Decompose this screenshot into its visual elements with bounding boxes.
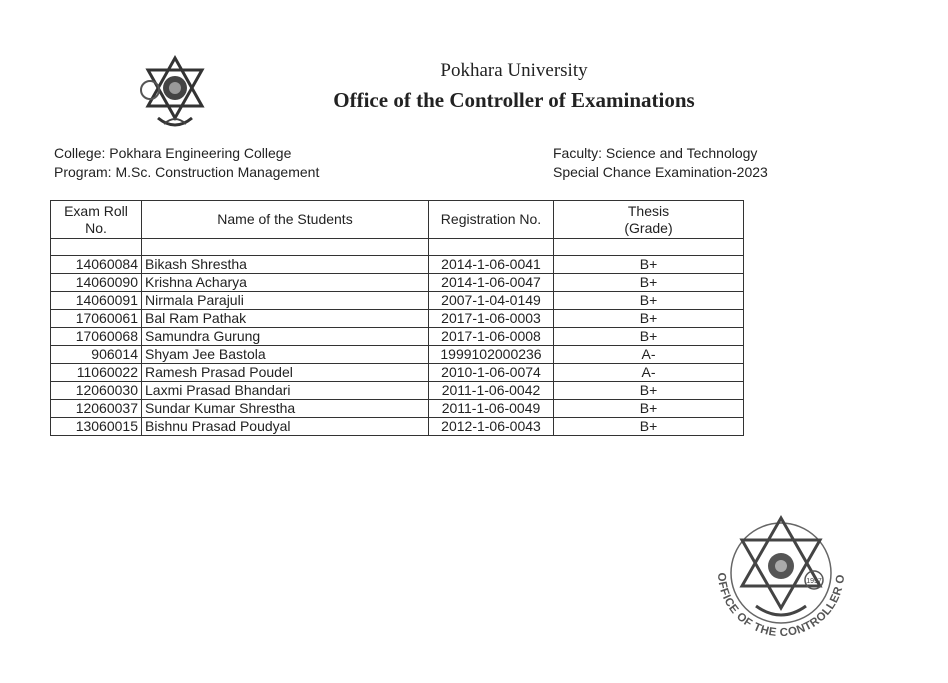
header-exam-roll-line2: No. [85, 219, 107, 236]
college-label: College: Pokhara Engineering College [54, 145, 292, 161]
header-thesis-line1: Thesis [627, 202, 670, 219]
registration-cell: 2017-1-06-0008 [429, 328, 554, 346]
grade-cell: B+ [554, 382, 744, 400]
table-row [51, 382, 744, 400]
office-name: Office of the Controller of Examinations [333, 88, 695, 112]
registration-cell: 2010-1-06-0074 [429, 364, 554, 382]
name-cell: Sundar Kumar Shrestha [142, 400, 429, 418]
table-row [51, 256, 744, 274]
grade-cell: B+ [554, 310, 744, 328]
name-cell: Bikash Shrestha [142, 256, 429, 274]
grade-cell: B+ [554, 418, 744, 436]
name-cell: Bal Ram Pathak [142, 310, 429, 328]
registration-cell: 1999102000236 [429, 346, 554, 364]
grade-cell: B+ [554, 400, 744, 418]
registration-cell: 2011-1-06-0042 [429, 382, 554, 400]
roll-cell: 17060061 [51, 310, 142, 328]
grade-cell: B+ [554, 274, 744, 292]
registration-cell: 2014-1-06-0047 [429, 274, 554, 292]
exam-info [553, 144, 768, 182]
roll-cell: 14060090 [51, 274, 142, 292]
roll-cell: 11060022 [51, 364, 142, 382]
seal-text: OFFICE OF THE CONTROLLER O [714, 572, 848, 640]
table-row [51, 292, 744, 310]
table-row [51, 328, 744, 346]
controller-seal-icon [696, 488, 866, 658]
spacer-row [51, 239, 744, 256]
faculty-label: Faculty: Science and Technology [553, 145, 758, 161]
header-registration-no: Registration No. [429, 201, 554, 239]
table-row [51, 274, 744, 292]
university-name: Pokhara University [440, 60, 588, 81]
roll-cell: 17060068 [51, 328, 142, 346]
roll-cell: 14060084 [51, 256, 142, 274]
roll-cell: 13060015 [51, 418, 142, 436]
registration-cell: 2007-1-04-0149 [429, 292, 554, 310]
name-cell: Laxmi Prasad Bhandari [142, 382, 429, 400]
results-table [50, 200, 744, 436]
header-grade-line2: (Grade) [624, 219, 673, 236]
roll-cell: 12060030 [51, 382, 142, 400]
name-cell: Shyam Jee Bastola [142, 346, 429, 364]
exam-label: Special Chance Examination-2023 [553, 164, 768, 180]
grade-cell: B+ [554, 292, 744, 310]
roll-cell: 14060091 [51, 292, 142, 310]
table-row [51, 310, 744, 328]
name-cell: Bishnu Prasad Poudyal [142, 418, 429, 436]
name-cell: Samundra Gurung [142, 328, 429, 346]
table-row [51, 418, 744, 436]
grade-cell: A- [554, 346, 744, 364]
table-row [51, 400, 744, 418]
table-row [51, 346, 744, 364]
header-exam-roll [51, 201, 142, 239]
grade-cell: B+ [554, 256, 744, 274]
table-header-row [51, 201, 744, 239]
header-thesis-grade [554, 201, 744, 239]
registration-cell: 2017-1-06-0003 [429, 310, 554, 328]
seal-year: 1997 [806, 578, 822, 585]
program-info [54, 144, 319, 182]
table-row [51, 364, 744, 382]
grade-cell: A- [554, 364, 744, 382]
grade-cell: B+ [554, 328, 744, 346]
header-exam-roll-line1: Exam Roll [64, 202, 128, 219]
header-student-name: Name of the Students [142, 201, 429, 239]
registration-cell: 2011-1-06-0049 [429, 400, 554, 418]
roll-cell: 906014 [51, 346, 142, 364]
name-cell: Ramesh Prasad Poudel [142, 364, 429, 382]
name-cell: Nirmala Parajuli [142, 292, 429, 310]
roll-cell: 12060037 [51, 400, 142, 418]
registration-cell: 2012-1-06-0043 [429, 418, 554, 436]
name-cell: Krishna Acharya [142, 274, 429, 292]
program-label: Program: M.Sc. Construction Management [54, 164, 320, 180]
registration-cell: 2014-1-06-0041 [429, 256, 554, 274]
